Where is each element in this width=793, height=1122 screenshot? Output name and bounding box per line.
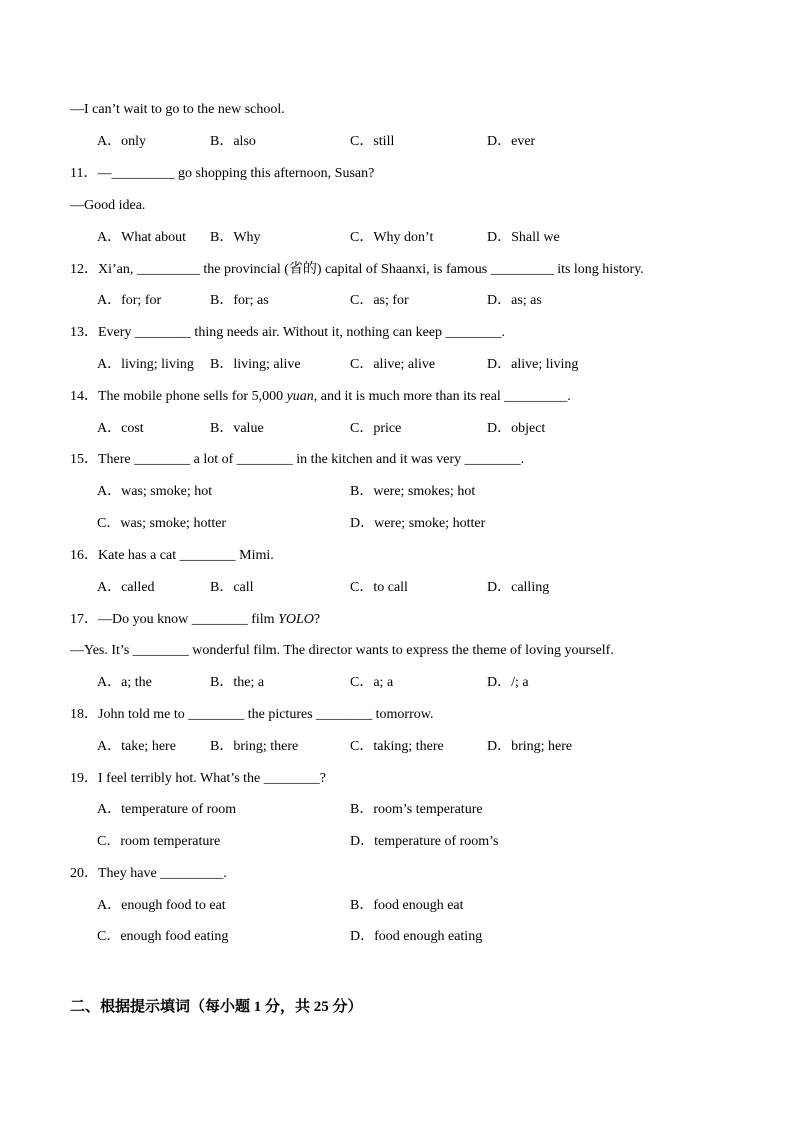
option-a: A．living; living bbox=[97, 357, 194, 372]
options-row-17 bbox=[70, 673, 753, 693]
option-c: C．as; for bbox=[350, 293, 409, 308]
option-b: B．food enough eat bbox=[350, 898, 464, 913]
option-c: C．Why don’t bbox=[350, 230, 434, 245]
option-a: A．What about bbox=[97, 230, 187, 245]
option-a: A．for; for bbox=[97, 293, 162, 308]
question-stem-19: 19．I feel terribly hot. What’s the ________? bbox=[70, 771, 326, 786]
options-row-13 bbox=[70, 355, 753, 375]
question-stem-13: 13．Every ________ thing needs air. Without it, nothing can keep ________. bbox=[70, 325, 506, 340]
option-b: B．Why bbox=[210, 230, 261, 245]
option-b: B．were; smokes; hot bbox=[350, 484, 476, 499]
option-c: C．alive; alive bbox=[350, 357, 436, 372]
option-b: B．call bbox=[210, 580, 254, 595]
option-d: D．food enough eating bbox=[350, 929, 483, 944]
section-2-header: 二、根据提示填词（每小题 1 分，共 25 分） bbox=[70, 999, 363, 1015]
option-b: B．bring; there bbox=[210, 739, 299, 754]
options-row-12 bbox=[70, 291, 753, 311]
options-row bbox=[70, 132, 753, 152]
option-d: D．as; as bbox=[487, 293, 542, 308]
option-a: A．called bbox=[97, 580, 155, 595]
option-a: A．only bbox=[97, 134, 146, 149]
option-d: D．/; a bbox=[487, 675, 529, 690]
option-d: D．calling bbox=[487, 580, 550, 595]
question-reply-11: —Good idea. bbox=[70, 198, 146, 213]
stem-italic-word: yuan bbox=[286, 389, 314, 404]
option-d: D．object bbox=[487, 421, 546, 436]
options-row-20-ab bbox=[70, 896, 753, 916]
question-stem-17 bbox=[70, 610, 753, 630]
option-b: B．the; a bbox=[210, 675, 265, 690]
question-stem-11: 11．—_________ go shopping this afternoon, Susan? bbox=[70, 166, 375, 181]
option-b: B．also bbox=[210, 134, 256, 149]
options-row-16 bbox=[70, 578, 753, 598]
options-row-14 bbox=[70, 419, 753, 439]
option-d: D．temperature of room’s bbox=[350, 834, 499, 849]
stem-text: 17．—Do you know ________ film bbox=[70, 612, 279, 627]
options-row-19-cd bbox=[70, 832, 753, 852]
option-c: C．enough food eating bbox=[97, 929, 229, 944]
question-stem-12: 12．Xi’an, _________ the provincial (省的) capital of Shaanxi, is famous _________ its long history. bbox=[70, 262, 644, 277]
option-d: D．alive; living bbox=[487, 357, 579, 372]
question-stem-15: 15．There ________ a lot of ________ in the kitchen and it was very ________. bbox=[70, 452, 525, 467]
stem-text: 14．The mobile phone sells for 5,000 bbox=[70, 389, 287, 404]
option-d: D．Shall we bbox=[487, 230, 560, 245]
option-c: C．room temperature bbox=[97, 834, 221, 849]
options-row-18 bbox=[70, 737, 753, 757]
option-b: B．value bbox=[210, 421, 264, 436]
options-row-15-ab bbox=[70, 482, 753, 502]
options-row-15-cd bbox=[70, 514, 753, 534]
stem-italic-word: YOLO bbox=[278, 612, 314, 627]
option-c: C．still bbox=[350, 134, 395, 149]
question-dialogue-line: —I can’t wait to go to the new school. bbox=[70, 102, 285, 117]
option-c: C．taking; there bbox=[350, 739, 444, 754]
option-c: C．to call bbox=[350, 580, 408, 595]
option-a: A．temperature of room bbox=[97, 802, 237, 817]
question-stem-18: 18．John told me to ________ the pictures ________ tomorrow. bbox=[70, 707, 434, 722]
option-d: D．bring; here bbox=[487, 739, 573, 754]
option-d: D．were; smoke; hotter bbox=[350, 516, 486, 531]
option-a: A．enough food to eat bbox=[97, 898, 226, 913]
options-row-11 bbox=[70, 228, 753, 248]
stem-text: ? bbox=[313, 612, 321, 627]
question-stem-20: 20．They have _________. bbox=[70, 866, 227, 881]
options-row-20-cd bbox=[70, 927, 753, 947]
option-a: A．was; smoke; hot bbox=[97, 484, 213, 499]
option-c: C．price bbox=[350, 421, 402, 436]
question-stem-14 bbox=[70, 387, 753, 407]
option-d: D．ever bbox=[487, 134, 536, 149]
stem-text: , and it is much more than its real _________. bbox=[313, 389, 571, 404]
option-c: C．was; smoke; hotter bbox=[97, 516, 227, 531]
option-b: B．for; as bbox=[210, 293, 269, 308]
option-a: A．take; here bbox=[97, 739, 176, 754]
question-reply-17: —Yes. It’s ________ wonderful film. The director wants to express the theme of loving yourself. bbox=[70, 643, 614, 658]
options-row-19-ab bbox=[70, 800, 753, 820]
option-a: A．cost bbox=[97, 421, 144, 436]
option-c: C．a; a bbox=[350, 675, 394, 690]
question-stem-16: 16．Kate has a cat ________ Mimi. bbox=[70, 548, 274, 563]
option-a: A．a; the bbox=[97, 675, 152, 690]
option-b: B．living; alive bbox=[210, 357, 301, 372]
option-b: B．room’s temperature bbox=[350, 802, 483, 817]
